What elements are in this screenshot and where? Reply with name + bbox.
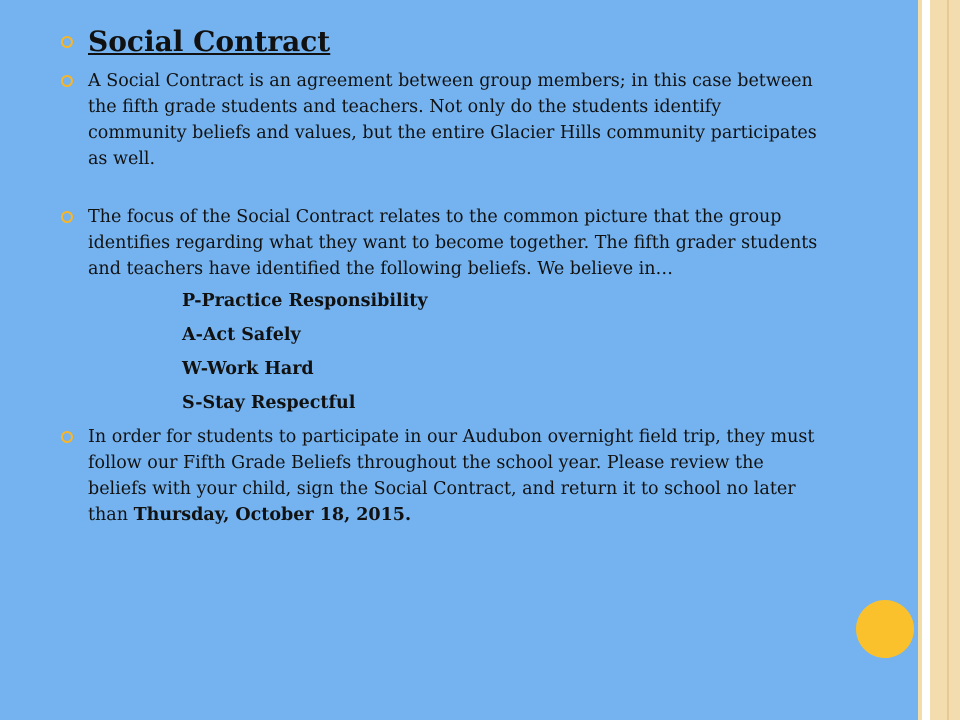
- side-stripe-white: [922, 0, 930, 720]
- belief-item: S-Stay Respectful: [182, 393, 356, 413]
- field-trip-text: In order for students to participate in our Audubon overnight field trip, they must follow our Fifth Grade Beliefs throughout the school year. Please review the beliefs with your child, sign the Social Contract, and return it to school no later than: [88, 427, 815, 525]
- slide-content: [60, 24, 820, 528]
- side-stripe-line: [947, 0, 949, 720]
- side-stripe-cream: [930, 0, 960, 720]
- title-item: [60, 24, 820, 60]
- paragraph-item: [60, 424, 820, 528]
- belief-item: P-Practice Responsibility: [182, 291, 428, 311]
- ring-bullet-icon: [61, 75, 73, 87]
- decorative-circle: [856, 600, 914, 658]
- belief-item: W-Work Hard: [182, 359, 314, 379]
- slide-title: Social Contract: [88, 25, 331, 58]
- belief-item: A-Act Safely: [182, 325, 301, 345]
- beliefs-list: [182, 288, 820, 416]
- field-trip-paragraph: [88, 424, 820, 528]
- deadline-date: Thursday, October 18, 2015.: [133, 505, 412, 525]
- paragraph-item: [60, 204, 820, 416]
- definition-paragraph: A Social Contract is an agreement between group members; in this case between the fifth grade students and teachers. Not only do the students identify community beliefs and values, but the entire Glacier Hills community participates as well.: [88, 71, 817, 169]
- ring-bullet-icon: [61, 431, 73, 443]
- paragraph-item: [60, 68, 820, 172]
- focus-paragraph: The focus of the Social Contract relates to the common picture that the group identifies regarding what they want to become together. The fifth grader students and teachers have identified the following beliefs. We believe in…: [88, 207, 818, 279]
- ring-bullet-icon: [61, 211, 73, 223]
- ring-bullet-icon: [61, 36, 73, 48]
